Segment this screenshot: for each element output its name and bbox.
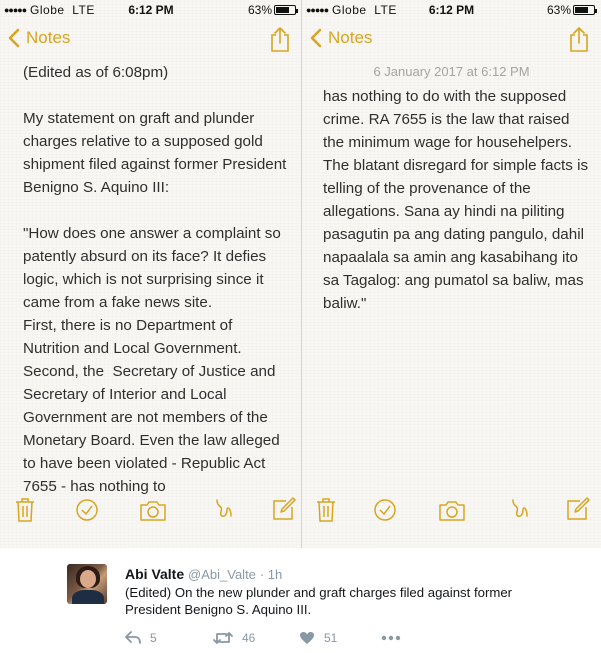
note-body[interactable]: has nothing to do with the supposed crime. RA 7655 is the law that raised the minimum wage for househelpers. The blatant disregard for simple facts is telling of the provenance of the allegations. Sana ay hindi na piliting pasagutin pa ang dating pangulo, dahil napaalala sa amin ang kasabihang ito sa Tagalog: ang pumatol sa baliw, mas baliw." xyxy=(323,88,593,312)
tweet-author-name[interactable]: Abi Valte xyxy=(125,566,185,582)
tweet-card xyxy=(0,548,601,653)
compose-icon[interactable] xyxy=(566,497,590,521)
more-icon xyxy=(381,635,401,641)
nav-bar xyxy=(302,24,601,58)
carrier-name: Globe xyxy=(30,3,65,17)
notes-toolbar xyxy=(302,497,601,527)
back-button[interactable] xyxy=(8,28,70,48)
tweet-header xyxy=(125,566,282,582)
reply-button[interactable] xyxy=(125,631,213,645)
status-bar xyxy=(302,0,601,20)
battery-indicator xyxy=(547,3,595,17)
notes-toolbar xyxy=(0,497,302,527)
retweet-count: 46 xyxy=(242,631,256,645)
retweet-button[interactable] xyxy=(213,631,299,645)
reply-count: 5 xyxy=(150,631,157,645)
trash-icon[interactable] xyxy=(15,497,35,523)
signal-icon: ●●●●● xyxy=(306,5,329,15)
battery-percent: 63% xyxy=(247,3,272,17)
share-button[interactable] xyxy=(569,26,589,57)
battery-indicator xyxy=(248,3,296,17)
camera-icon[interactable] xyxy=(438,500,466,522)
share-icon xyxy=(270,26,290,52)
carrier-name: Globe xyxy=(332,3,367,17)
sketch-icon[interactable] xyxy=(213,498,235,522)
reply-icon xyxy=(125,631,141,645)
avatar[interactable] xyxy=(67,564,107,604)
heart-icon xyxy=(299,631,315,645)
notes-panel-left xyxy=(0,0,302,548)
back-label: Notes xyxy=(328,28,373,47)
like-button[interactable] xyxy=(299,631,381,645)
chevron-left-icon xyxy=(8,28,20,48)
tweet-author-handle[interactable]: @Abi_Valte xyxy=(188,567,256,582)
camera-icon[interactable] xyxy=(139,500,167,522)
sketch-icon[interactable] xyxy=(509,498,531,522)
back-label: Notes xyxy=(26,28,71,47)
checklist-icon[interactable] xyxy=(76,499,98,521)
nav-bar xyxy=(0,24,302,58)
battery-percent: 63% xyxy=(546,3,571,17)
note-body[interactable]: (Edited as of 6:08pm) My statement on graft and plunder charges relative to a supposed gold shipment filed against former President Benigno S. Aquino III: "How does one answer a complaint so patently absurd on its face? It defies logic, which is not surprising since it came from a fake news site. First, there is no Department of Nutrition and Local Government. Second, the Secretary of Justice and Secretary of Interior and Local Government are not members of the Monetary Board. Even the law alleged to have been violated - Republic Act 7655 - has nothing to xyxy=(23,64,287,495)
status-time: 6:12 PM xyxy=(428,3,475,17)
signal-icon: ●●●●● xyxy=(4,5,27,15)
network-type: LTE xyxy=(72,3,95,17)
tweet-timestamp[interactable]: · 1h xyxy=(259,567,283,582)
trash-icon[interactable] xyxy=(316,497,336,523)
battery-icon xyxy=(573,5,595,15)
chevron-left-icon xyxy=(310,28,322,48)
compose-icon[interactable] xyxy=(272,497,296,521)
checklist-icon[interactable] xyxy=(374,499,396,521)
back-button[interactable] xyxy=(310,28,372,48)
like-count: 51 xyxy=(324,631,338,645)
share-button[interactable] xyxy=(270,26,290,57)
status-bar xyxy=(0,0,302,20)
battery-icon xyxy=(274,5,296,15)
note-date: 6 January 2017 at 6:12 PM xyxy=(373,64,530,79)
notes-panel-right xyxy=(302,0,601,548)
tweet-actions xyxy=(125,631,401,645)
status-time: 6:12 PM xyxy=(128,3,174,17)
tweet-text: (Edited) On the new plunder and graft charges filed against former President Benigno S. Aquino III. xyxy=(125,585,513,617)
network-type: LTE xyxy=(374,3,397,17)
share-icon xyxy=(569,26,589,52)
retweet-icon xyxy=(213,631,233,645)
more-button[interactable] xyxy=(381,635,401,641)
